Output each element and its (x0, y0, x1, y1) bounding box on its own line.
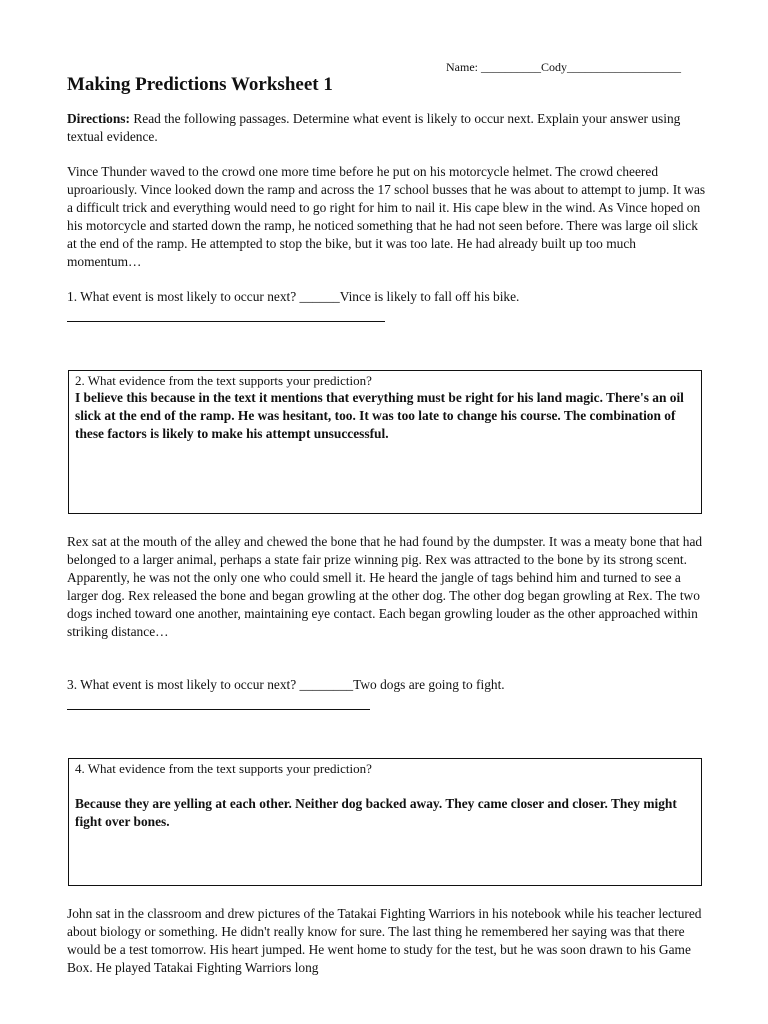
evidence-box-2 (68, 370, 702, 514)
question-1: 1. What event is most likely to occur next? ______Vince is likely to fall off his bike. (67, 289, 520, 304)
answer-line-1 (67, 321, 385, 322)
page-title: Making Predictions Worksheet 1 (67, 74, 333, 95)
answer-2: I believe this because in the text it mentions that everything must be right for his land magic. There's an oil slick at the end of the ramp. He was hesitant, too. It was too late to change his course. The combination of these factors is likely to make his attempt unsuccessful. (75, 390, 684, 441)
directions-label: Directions: (67, 111, 130, 126)
answer-line-3 (67, 709, 370, 710)
passage-3: John sat in the classroom and drew pictures of the Tatakai Fighting Warriors in his notebook while his teacher lectured about biology or something. He didn't really know for sure. The last thing he remembered her saying was that there would be a test tomorrow. His heart jumped. He went home to study for the test, but he was soon drawn to his Game Box. He played Tatakai Fighting Warriors long (67, 906, 702, 975)
directions-text: Read the following passages. Determine what event is likely to occur next. Explain your answer using textual evidence. (67, 111, 681, 144)
directions (67, 110, 707, 146)
name-field-line: Name: __________Cody___________________ (446, 60, 681, 74)
passage-2: Rex sat at the mouth of the alley and chewed the bone that he had found by the dumpster. It was a meaty bone that had belonged to a larger animal, perhaps a state fair prize winning pig. Rex was attracted to the bone by its strong scent. Apparently, he was not the only one who could smell it. He heard the jangle of tags behind him and turned to see a larger dog. Rex released the bone and began growling at the other dog. The other dog began growling at Rex. The two dogs inched toward one another, maintaining eye contact. Each began growling louder as the other approached within striking distance… (67, 534, 703, 639)
question-4-prompt: 4. What evidence from the text supports your prediction? (75, 761, 372, 776)
answer-4: Because they are yelling at each other. Neither dog backed away. They came closer and closer. They might fight over bones. (75, 796, 677, 829)
question-2-prompt: 2. What evidence from the text supports your prediction? (75, 373, 372, 388)
question-3: 3. What event is most likely to occur next? ________Two dogs are going to fight. (67, 677, 505, 692)
evidence-box-4 (68, 758, 702, 886)
passage-1: Vince Thunder waved to the crowd one more time before he put on his motorcycle helmet. The crowd cheered uproariously. Vince looked down the ramp and across the 17 school busses that he was about to attempt to jump. It was a difficult trick and everything would need to go right for him to nail it. His cape blew in the wind. As Vince hoped on his motorcycle and started down the ramp, he noticed something that he had not seen before. There was large oil slick at the end of the ramp. He attempted to stop the bike, but it was too late. He had already built up too much momentum… (67, 164, 706, 269)
